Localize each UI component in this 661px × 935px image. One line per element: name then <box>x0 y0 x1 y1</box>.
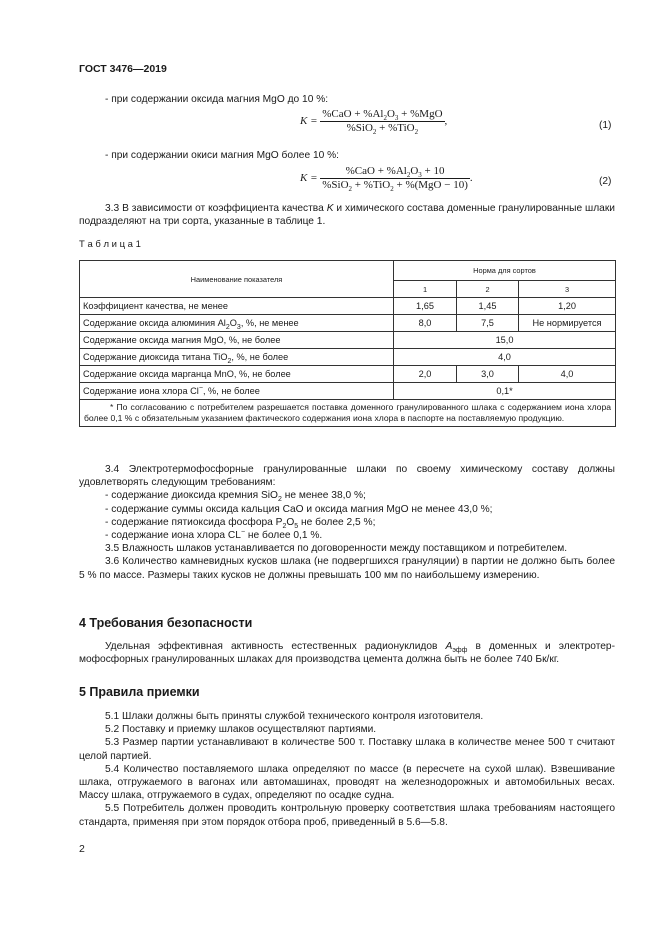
formula-1 <box>300 108 447 135</box>
row-value-2: 1,45 <box>457 298 519 315</box>
formula-1-numerator: $\%CaO + \%Al_2O_3 + \%MgO$ <box>322 108 443 123</box>
table-header-name: Наименование показателя <box>80 261 394 298</box>
list-item: - содержание суммы оксида кальция CaO и оксида магния MgO не менее 43,0 %; <box>105 503 493 515</box>
row-name: Содержание оксида марганца MnO, %, не более <box>80 366 394 383</box>
table-row <box>80 332 616 349</box>
section-4-title: 4 Требования безопасности <box>79 616 253 630</box>
table-header-norm: Норма для сортов <box>394 261 616 281</box>
formula-2-lhs: K = <box>300 172 318 185</box>
formula-1-lhs: K = <box>300 115 318 128</box>
row-value-1: 1,65 <box>394 298 457 315</box>
list-item: - содержание диоксида кремния SiO$_2$ не менее 38,0 %; <box>105 490 366 504</box>
row-name: Содержание иона хлора Cl−, %, не более <box>80 383 394 400</box>
table-row <box>80 315 616 332</box>
formula-2-intro: - при содержании окиси магния MgO более 10 %: <box>105 150 339 161</box>
formula-2-fraction <box>320 165 470 192</box>
formula-1-denominator: %SiO$_2$ + %TiO$_2$ <box>346 122 419 137</box>
row-name: Содержание оксида магния MgO, %, не более <box>80 332 394 349</box>
table-grade-1: 1 <box>394 281 457 298</box>
row-value-3: 1,20 <box>519 298 616 315</box>
table-caption: Т а б л и ц а 1 <box>79 239 141 250</box>
section-5-title: 5 Правила приемки <box>79 685 200 699</box>
formula-2-number: (2) <box>599 176 612 187</box>
section-4-text: Удельная эффективная активность естественных радионуклидов $А_{эфф}$ в доменных и электротермофосфорных гранулированных шлаках для производства цемента должна быть не более 740 Бк/кг. <box>79 641 616 666</box>
formula-2-denominator: %SiO$_2$ + %TiO$_2$ + %(MgO − 10) <box>322 179 468 194</box>
list-item: - содержание пятиоксида фосфора $P_2O_5$ не более 2,5 %; <box>105 516 376 530</box>
paragraph-3-4 <box>79 463 615 582</box>
row-value-1: 2,0 <box>394 366 457 383</box>
formula-2-tail: . <box>469 172 473 185</box>
formula-1-tail: , <box>444 115 448 128</box>
table-row <box>80 349 616 366</box>
table-grade-2: 2 <box>457 281 519 298</box>
paragraph-5-1: 5.1 Шлаки должны быть приняты службой технического контроля изготовителя. <box>105 711 484 722</box>
row-value-merged: 4,0 <box>394 349 616 366</box>
row-value-merged: 15,0 <box>394 332 616 349</box>
document-header: ГОСТ 3476—2019 <box>79 63 167 75</box>
row-name: Содержание оксида алюминия $Al_2O_3$, %, не менее <box>80 315 394 332</box>
row-value-3: 4,0 <box>519 366 616 383</box>
paragraph-5-2: 5.2 Поставку и приемку шлаков осуществляют партиями. <box>105 724 377 736</box>
page-number: 2 <box>79 843 85 855</box>
row-name: Коэффициент качества, не менее <box>80 298 394 315</box>
table-footnote-row <box>80 400 616 427</box>
table-header-row <box>80 261 616 281</box>
formula-1-fraction <box>320 108 444 135</box>
table-1 <box>79 260 616 427</box>
paragraph-3-6: 3.6 Количество камневидных кусков шлака (не подвергшихся грануляции) в партии не должно быть более 5 % по массе. Размеры таких кусков не должны превышать 100 мм по наибольшему измерению. <box>79 556 615 581</box>
table-row <box>80 366 616 383</box>
row-name: Содержание диоксида титана TiO$_2$, %, не более <box>80 349 394 366</box>
section-5-body <box>79 710 615 829</box>
paragraph-5-4: 5.4 Количество поставляемого шлака определяют по массе (в пересчете на сухой шлак). Взвешивание шлака, отгружаемого в вагонах или автомашинах, проводят на железнодорожных и автомобильных весах. Массу шлака, отгружаемого в судах, определяют по осадке судна. <box>79 763 615 802</box>
row-value-3: Не нормируется <box>519 315 616 332</box>
paragraph-5-3: 5.3 Размер партии устанавливают в количестве 500 т. Поставку шлака в количестве менее 500 т считают целой партией. <box>79 737 615 762</box>
table-footnote: * По согласованию с потребителем разрешается поставка доменного гранулированного шлака с содержанием иона хлора более 0,1 % с обязательным указанием фактического содержания иона хлора в паспорте на поставляемую продукцию. <box>80 400 616 427</box>
formula-1-intro: - при содержании оксида магния MgO до 10 %: <box>105 94 329 105</box>
formula-2 <box>300 165 473 192</box>
row-value-1: 8,0 <box>394 315 457 332</box>
row-value-merged: 0,1* <box>394 383 616 400</box>
paragraph-5-5: 5.5 Потребитель должен проводить контрольную проверку соответствия шлака требованиям настоящего стандарта, применяя при этом порядок отбора проб, приведенный в 5.6—5.8. <box>79 803 615 828</box>
table-row <box>80 383 616 400</box>
table-row <box>80 298 616 315</box>
paragraph-3-3: 3.3 В зависимости от коэффициента качества K и химического состава доменные гранулированные шлаки подразделяют на три сорта, указанные в таблице 1. <box>79 203 615 228</box>
paragraph-3-4-intro: 3.4 Электротермофосфорные гранулированные шлаки по своему химическому составу должны удовлетворять следующим требованиям: <box>79 464 615 489</box>
formula-2-numerator: $\%CaO + \%Al_2O_3 + 10$ <box>320 165 470 179</box>
formula-1-number: (1) <box>599 120 612 131</box>
list-item: - содержание иона хлора CL− не более 0,1 %. <box>105 528 323 542</box>
row-value-2: 7,5 <box>457 315 519 332</box>
paragraph-3-5: 3.5 Влажность шлаков устанавливается по договоренности между поставщиком и потребителем. <box>105 543 568 555</box>
row-value-2: 3,0 <box>457 366 519 383</box>
table-grade-3: 3 <box>519 281 616 298</box>
